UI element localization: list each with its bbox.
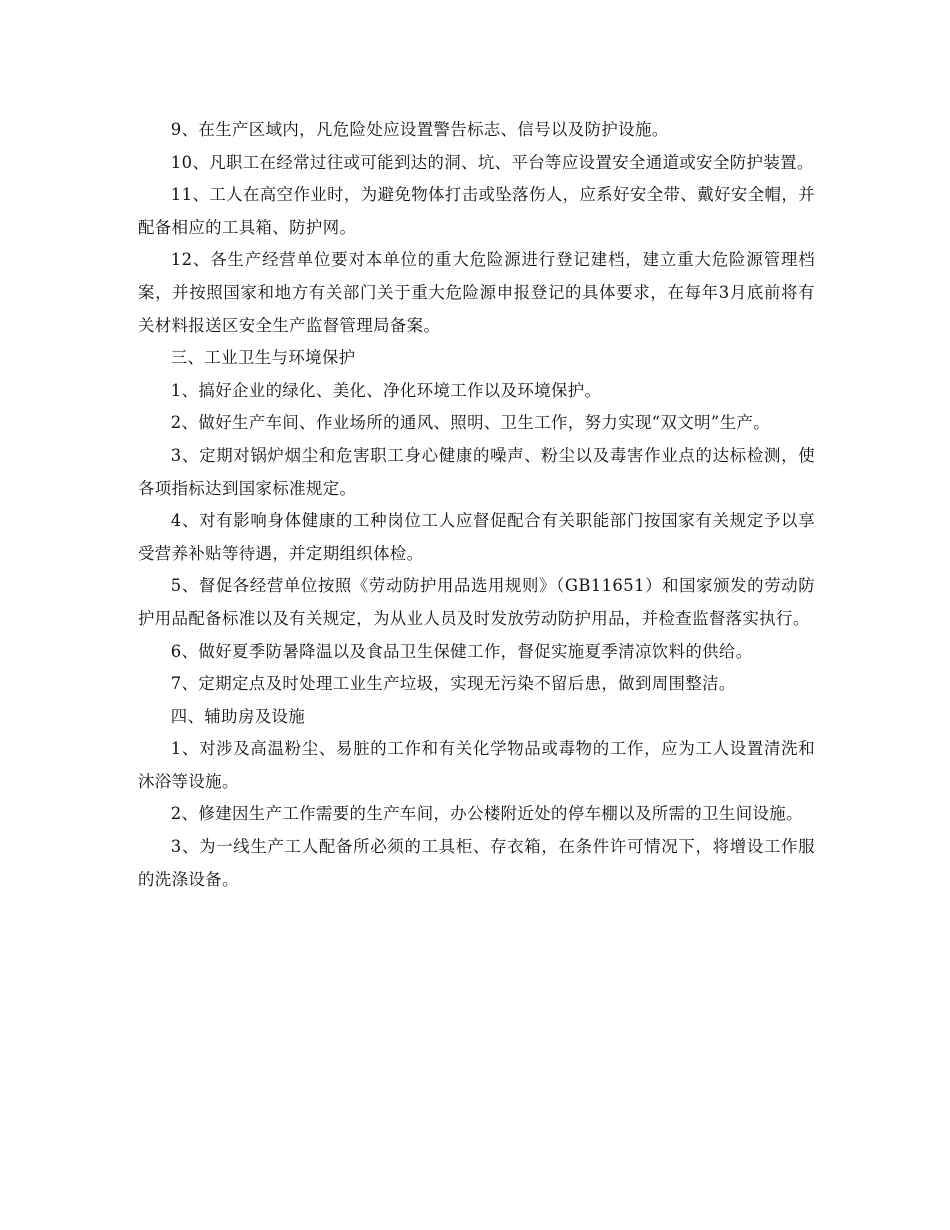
paragraph-item-4-3: 3、为一线生产工人配备所必须的工具柜、存衣箱，在条件许可情况下，将增设工作服的洗涤设备。 <box>138 837 815 889</box>
section-heading-3: 三、工业卫生与环境保护 <box>170 348 356 368</box>
paragraph-item-3-1: 1、搞好企业的绿化、美化、净化环境工作以及环境保护。 <box>170 380 602 400</box>
paragraph-item-3-6: 6、做好夏季防暑降温以及食品卫生保健工作，督促实施夏季清凉饮料的供给。 <box>170 641 753 661</box>
paragraph-item-11: 11、工人在高空作业时，为避免物体打击或坠落伤人，应系好安全带、戴好安全帽，并配备相应的工具箱、防护网。 <box>138 185 815 237</box>
paragraph-item-4-2: 2、修建因生产工作需要的生产车间，办公楼附近处的停车棚以及所需的卫生间设施。 <box>170 804 803 824</box>
paragraph-item-4-1: 1、对涉及高温粉尘、易脏的工作和有关化学物品或毒物的工作，应为工人设置清洗和沐浴等设施。 <box>138 739 815 791</box>
paragraph-item-10: 10、凡职工在经常过往或可能到达的洞、坑、平台等应设置安全通道或安全防护装置。 <box>170 152 814 172</box>
paragraph-item-3-5: 5、督促各经营单位按照《劳动防护用品选用规则》（GB11651）和国家颁发的劳动防护用品配备标准以及有关规定，为从业人员及时发放劳动防护用品，并检查监督落实执行。 <box>138 576 815 628</box>
paragraph-item-3-7: 7、定期定点及时处理工业生产垃圾，实现无污染不留后患，做到周围整洁。 <box>170 674 736 694</box>
paragraph-item-3-2: 2、做好生产车间、作业场所的通风、照明、卫生工作，努力实现“双文明”生产。 <box>170 413 771 433</box>
paragraph-item-3-3: 3、定期对锅炉烟尘和危害职工身心健康的噪声、粉尘以及毒害作业点的达标检测，使各项指标达到国家标准规定。 <box>138 445 815 498</box>
paragraph-item-12: 12、各生产经营单位要对本单位的重大危险源进行登记建档，建立重大危险源管理档案，并按照国家和地方有关部门关于重大危险源申报登记的具体要求，在每年3月底前将有关材料报送区安全生产监督管理局备案。 <box>138 250 815 335</box>
paragraph-item-9: 9、在生产区域内，凡危险处应设置警告标志、信号以及防护设施。 <box>170 120 669 139</box>
paragraph-item-3-4: 4、对有影响身体健康的工种岗位工人应督促配合有关职能部门按国家有关规定予以享受营养补贴等待遇，并定期组织体检。 <box>138 511 815 563</box>
document-body <box>138 114 815 896</box>
section-heading-4: 四、辅助房及设施 <box>170 706 306 726</box>
